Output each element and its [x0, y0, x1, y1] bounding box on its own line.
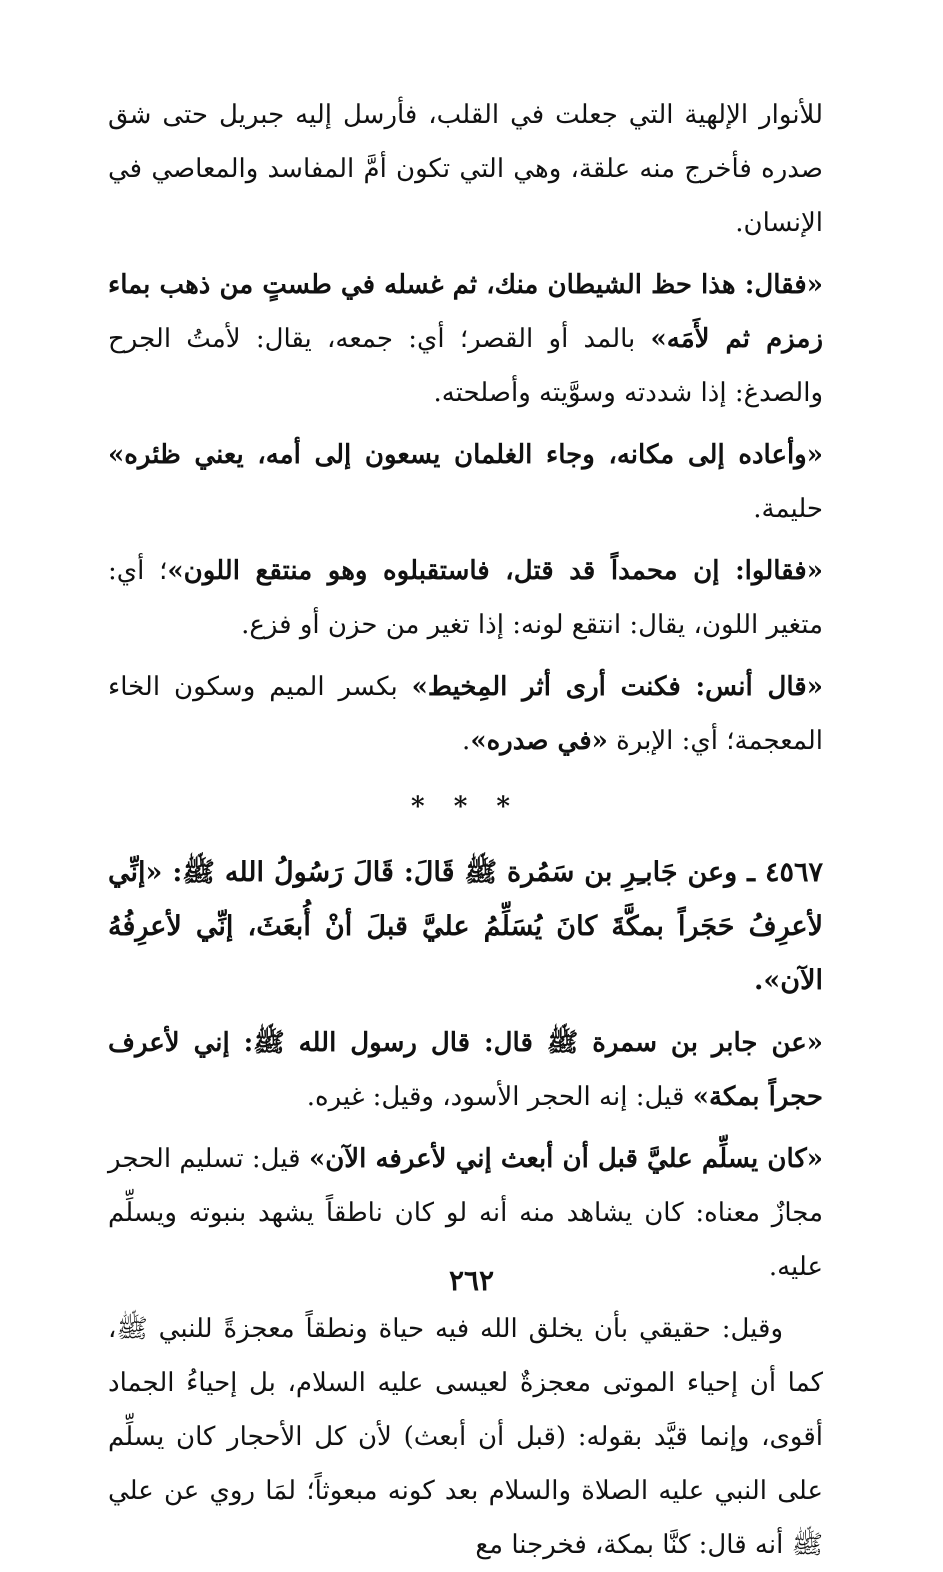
hadith-text: ٤٥٦٧ ـ وعن جَابـِرِ بن سَمُرة ﷺ قَالَ: قَالَ رَسُولُ الله ﷺ: «إنِّي لأعرِفُ حَجَراً بمكَّةَ كانَ يُسَلِّمُ عليَّ قبلَ أنْ أُبعَثَ، إنِّي لأعرِفُهُ الآن». [108, 857, 823, 996]
quoted-text: «وأعاده إلى مكانه، وجاء الغلمان يسعون إلى أمه، يعني ظئره» [108, 440, 823, 470]
paragraph-text: بكسر الميم وسكون الخاء المعجمة؛ أي: الإبرة [108, 672, 823, 756]
paragraph-4 [108, 544, 823, 652]
paragraph-5 [108, 660, 823, 768]
quoted-text: «في صدره» [470, 726, 608, 756]
quoted-text: «عن جابر بن سمرة ﷺ قال: قال رسول الله ﷺ: إني لأعرف حجراً بمكة» [108, 1028, 823, 1112]
paragraph-text: وقيل: حقيقي بأن يخلق الله فيه حياة ونطقاً معجزةً للنبي ﷺ، كما أن إحياء الموتى معجزةٌ لعيسى عليه السلام، بل إحياءُ الجماد أقوى، وإنما قيَّد بقوله: (قبل أن أبعث) لأن كل الأحجار كان يسلِّم على النبي عليه الصلاة والسلام بعد كونه مبعوثاً؛ لمَا روي عن علي ﷺ أنه قال: كنَّا بمكة، فخرجنا مع [108, 1314, 824, 1560]
quoted-text: «قال أنس: فكنت أرى أثر المِخيط» [411, 672, 823, 702]
paragraph-text: حليمة. [753, 494, 823, 524]
paragraph-text: قيل: إنه الحجر الأسود، وقيل: غيره. [306, 1082, 693, 1112]
page-number: ٢٦٢ [448, 1264, 495, 1297]
quoted-text: «فقال: هذا حظ الشيطان منك، ثم غسله في طستٍ من ذهب بماء زمزم ثم لأَمَه» [108, 270, 823, 354]
paragraph-text: بالمد أو القصر؛ أي: جمعه، يقال: لأمتُ الجرح والصدغ: إذا شددته وسوَّيته وأصلحته. [108, 324, 823, 408]
page-body [108, 88, 823, 1572]
paragraph-text: للأنوار الإلهية التي جعلت في القلب، فأرسل إليه جبريل حتى شق صدره فأخرج منه علقة، وهي التي تكون أمَّ المفاسد والمعاصي في الإنسان. [108, 100, 823, 238]
paragraph-text: قيل: تسليم الحجر مجازٌ معناه: كان يشاهد منه أنه لو كان ناطقاً يشهد بنبوته ويسلِّم عليه. [108, 1144, 823, 1282]
paragraph-1 [108, 88, 823, 250]
commentary-1 [108, 1016, 823, 1124]
paragraph-2 [108, 258, 823, 420]
paragraph-text: . [462, 726, 471, 756]
paragraph-text: ؛ أي: متغير اللون، يقال: انتقع لونه: إذا تغير من حزن أو فزع. [108, 556, 823, 640]
quoted-text: «فقالوا: إن محمداً قد قتل، فاستقبلوه وهو منتقع اللون» [167, 556, 823, 586]
quoted-text: «كان يسلِّم عليَّ قبل أن أبعث إني لأعرفه الآن» [308, 1144, 824, 1174]
paragraph-3 [108, 428, 823, 536]
section-separator: * * * [411, 792, 520, 822]
commentary-3 [108, 1302, 823, 1572]
